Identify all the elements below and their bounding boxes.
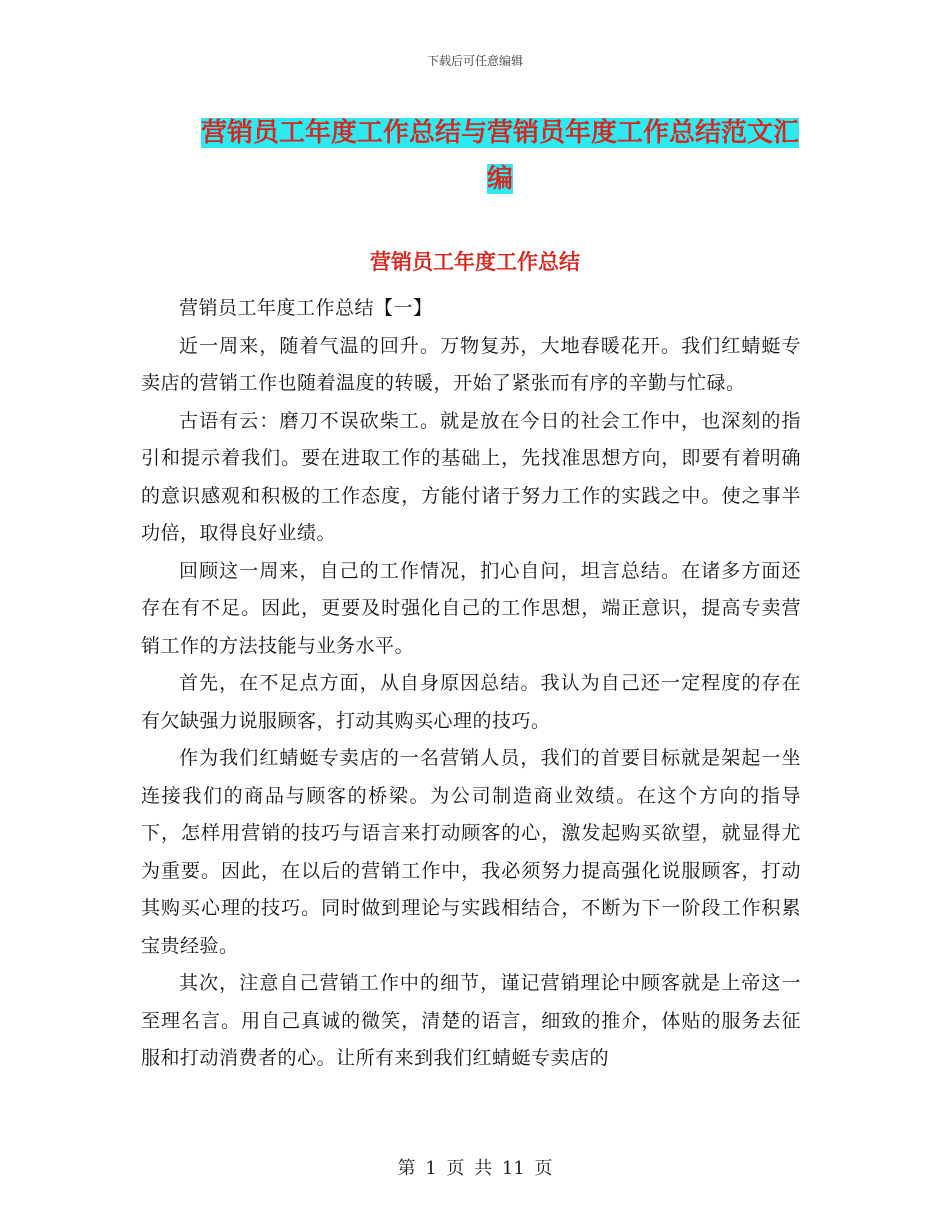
paragraph: 作为我们红蜻蜓专卖店的一名营销人员，我们的首要目标就是架起一坐连接我们的商品与顾客的桥梁。为公司制造商业效绩。在这个方向的指导下，怎样用营销的技巧与语言来打动顾客的心，激发起购买欲望，就显得尤为重要。因此，在以后的营销工作中，我必须努力提高强化说服顾客，打动其购买心理的技巧。同时做到理论与实践相结合，不断为下一阶段工作积累宝贵经验。: [141, 747, 801, 957]
document-body: [141, 290, 801, 1078]
page-number: 第 1 页 共 11 页: [397, 1158, 553, 1179]
main-title: [190, 110, 810, 202]
paragraph: 首先，在不足点方面，从自身原因总结。我认为自己还一定程度的存在有欠缺强力说服顾客，打动其购买心理的技巧。: [141, 672, 801, 732]
paragraph: 其次，注意自己营销工作中的细节，谨记营销理论中顾客就是上帝这一至理名言。用自己真诚的微笑，清楚的语言，细致的推介，体贴的服务去征服和打动消费者的心。让所有来到我们红蜻蜓专卖店的: [141, 972, 801, 1069]
main-title-highlight: 营销员工年度工作总结与营销员年度工作总结范文汇编: [200, 118, 799, 194]
paragraph-subtitle: 营销员工年度工作总结【一】: [179, 297, 433, 319]
paragraph: 近一周来，随着气温的回升。万物复苏，大地春暖花开。我们红蜻蜓专卖店的营销工作也随着温度的转暖，开始了紧张而有序的辛勤与忙碌。: [141, 334, 801, 394]
header-note: 下载后可任意编辑: [426, 54, 523, 68]
paragraph: 回顾这一周来，自己的工作情况，扪心自问，坦言总结。在诸多方面还存在有不足。因此，更要及时强化自己的工作思想，端正意识，提高专卖营销工作的方法技能与业务水平。: [141, 559, 801, 657]
paragraph: 古语有云：磨刀不误砍柴工。就是放在今日的社会工作中，也深刻的指引和提示着我们。要在进取工作的基础上，先找准思想方向，即要有着明确的意识感观和积极的工作态度，方能付诸于努力工作的实践之中。使之事半功倍，取得良好业绩。: [141, 409, 801, 544]
section-title: 营销员工年度工作总结: [370, 250, 580, 274]
